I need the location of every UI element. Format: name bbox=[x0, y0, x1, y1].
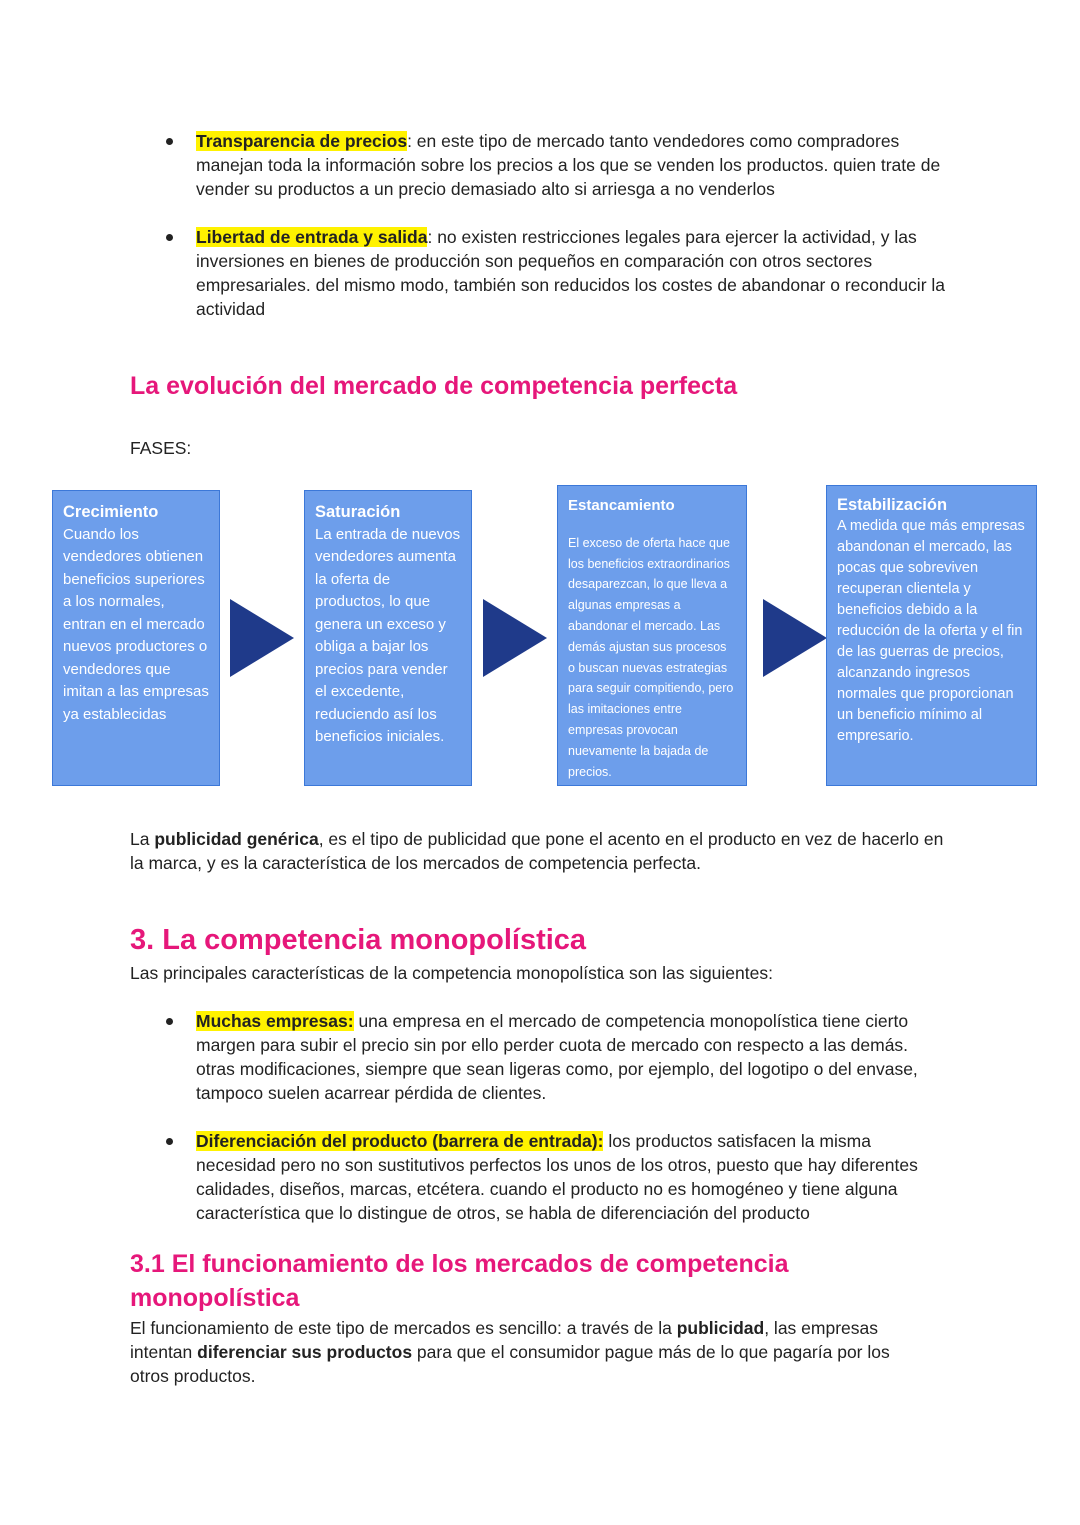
phases-label: FASES: bbox=[130, 438, 192, 458]
arrow-right-icon bbox=[483, 599, 547, 677]
text-run: para que el consumidor pague más de lo que pagaría por los otros productos. bbox=[130, 1342, 890, 1386]
phase-box-crecimiento bbox=[52, 490, 220, 786]
text-run: , las empresas intentan bbox=[130, 1318, 878, 1362]
section31-heading: 3.1 El funcionamiento de los mercados de competencia monopolística bbox=[130, 1250, 789, 1312]
section3-intro: Las principales características de la competencia monopolística son las siguientes: bbox=[130, 963, 773, 983]
highlighted-term: Diferenciación del producto (barrera de entrada): bbox=[196, 1131, 604, 1151]
highlighted-term: Muchas empresas: bbox=[196, 1011, 354, 1031]
text-run: , es el tipo de publicidad que pone el acento en el producto en vez de hacerlo en la marca, y es la característica de los mercados de competencia perfecta. bbox=[130, 829, 944, 873]
phase-text: Cuando los vendedores obtienen beneficios superiores a los normales, entran en el mercado nuevos productores o vendedores que imitan a las empresas ya establecidas bbox=[63, 525, 209, 723]
bold-term: publicidad genérica bbox=[154, 829, 319, 849]
highlighted-term: Libertad de entrada y salida bbox=[196, 227, 428, 247]
phase-box-saturacion bbox=[304, 490, 472, 786]
highlighted-term: Transparencia de precios bbox=[196, 131, 408, 151]
section3-heading: 3. La competencia monopolística bbox=[130, 924, 587, 956]
publicity-paragraph bbox=[130, 827, 960, 875]
list-item bbox=[160, 1129, 950, 1225]
bold-term: diferenciar sus productos bbox=[197, 1342, 413, 1362]
monopolistic-list bbox=[160, 1009, 950, 1225]
phase-text: A medida que más empresas abandonan el mercado, las pocas que sobreviven recuperan clientela y beneficios debido a la reducción de la oferta y el fin de las guerras de precios, alcanzando ingresos normales que proporcionan un beneficio mínimo al empresario. bbox=[837, 518, 1025, 744]
phase-title: Saturación bbox=[315, 503, 401, 521]
section31-paragraph bbox=[130, 1316, 930, 1388]
item-text: : no existen restricciones legales para ejercer la actividad, y las inversiones en bienes de producción son pequeños en comparación con otros sectores empresariales. del mismo modo, también son reducidos los costes de abandonar o reconducir la actividad bbox=[196, 227, 946, 319]
list-item bbox=[160, 129, 960, 201]
evolution-heading: La evolución del mercado de competencia perfecta bbox=[130, 372, 738, 400]
phase-title: Estabilización bbox=[837, 496, 948, 514]
phase-box-estabilizacion bbox=[826, 485, 1037, 786]
list-item bbox=[160, 225, 960, 321]
item-text: los productos satisfacen la misma necesidad pero no son sustitutivos perfectos los unos de los otros, puesto que hay diferentes calidades, diseños, marcas, etcétera. cuando el producto no es homogéneo y tiene alguna característica que lo distingue de otros, se habla de diferenciación del producto bbox=[196, 1131, 918, 1223]
item-text: una empresa en el mercado de competencia monopolística tiene cierto margen para subir el precio sin por ello perder cuota de mercado con respecto a las demás. otras modificaciones, siempre que sean ligeras como, por ejemplo, del logotipo o del envase, tampoco suelen acarrear pérdida de clientes. bbox=[196, 1011, 918, 1103]
arrow-right-icon bbox=[763, 599, 827, 677]
text-run: El funcionamiento de este tipo de mercados es sencillo: a través de la bbox=[130, 1318, 677, 1338]
list-item bbox=[160, 1009, 950, 1105]
phase-title: Crecimiento bbox=[63, 503, 159, 521]
text-run: La bbox=[130, 829, 155, 849]
phase-text: La entrada de nuevos vendedores aumenta la oferta de productos, lo que genera un exceso y obliga a bajar los precios para vender el excedente, reduciendo así los beneficios iniciales. bbox=[315, 525, 461, 745]
phase-box-estancamiento bbox=[557, 485, 747, 786]
phase-text: El exceso de oferta hace que los beneficios extraordinarios desaparezcan, lo que lleva a algunas empresas a abandonar el mercado. Las demás ajustan sus procesos o buscan nuevas estrategias para seguir compitiendo, pero las imitaciones entre empresas provocan nuevamente la bajada de precios. bbox=[568, 535, 734, 779]
arrow-right-icon bbox=[230, 599, 294, 677]
item-text: : en este tipo de mercado tanto vendedores como compradores manejan toda la información sobre los precios a los que se venden los productos. quien trate de vender su productos a un precio demasiado alto si arriesga a no venderlos bbox=[196, 131, 941, 199]
bold-term: publicidad bbox=[676, 1318, 765, 1338]
phase-title: Estancamiento bbox=[568, 497, 675, 514]
characteristics-list bbox=[160, 129, 960, 321]
